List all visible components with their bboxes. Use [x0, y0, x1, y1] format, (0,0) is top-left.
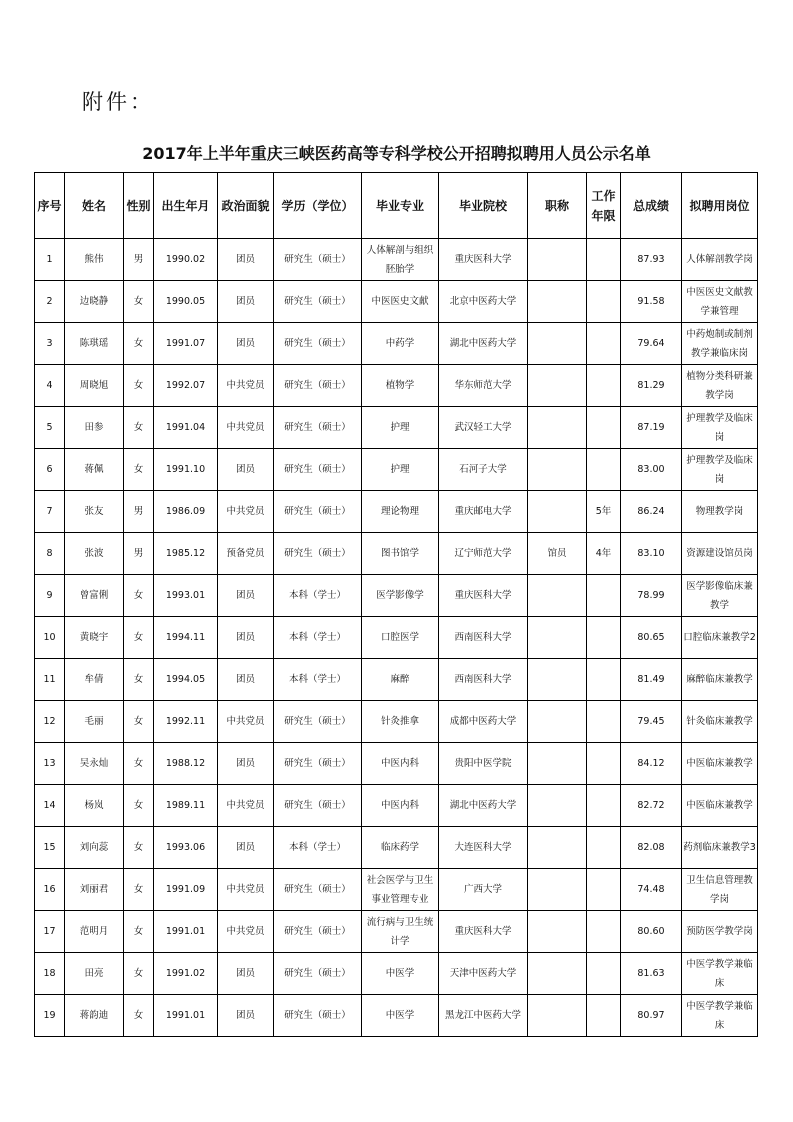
cell-education: 研究生（硕士） [274, 743, 362, 785]
cell-gender: 女 [124, 365, 154, 407]
cell-major: 中医学 [362, 953, 439, 995]
table-row [35, 701, 758, 743]
candidate-table [34, 172, 758, 1037]
cell-gender: 女 [124, 407, 154, 449]
cell-position: 药剂临床兼教学3 [682, 827, 758, 869]
cell-birth: 1989.11 [154, 785, 218, 827]
cell-name: 陈琪瑶 [65, 323, 124, 365]
cell-name: 田参 [65, 407, 124, 449]
header-index: 序号 [35, 173, 65, 239]
cell-major: 中医内科 [362, 743, 439, 785]
header-gender: 性别 [124, 173, 154, 239]
cell-gender: 女 [124, 659, 154, 701]
cell-gender: 女 [124, 911, 154, 953]
cell-position: 中药炮制或制剂教学兼临床岗 [682, 323, 758, 365]
cell-gender: 男 [124, 533, 154, 575]
table-row [35, 449, 758, 491]
cell-political-status: 预备党员 [218, 533, 274, 575]
cell-birth: 1993.06 [154, 827, 218, 869]
cell-work-years [587, 281, 621, 323]
cell-major: 口腔医学 [362, 617, 439, 659]
cell-school: 重庆邮电大学 [439, 491, 528, 533]
cell-work-years [587, 239, 621, 281]
cell-title [528, 281, 587, 323]
cell-school: 大连医科大学 [439, 827, 528, 869]
table-row [35, 827, 758, 869]
cell-work-years [587, 659, 621, 701]
cell-political-status: 中共党员 [218, 911, 274, 953]
cell-major: 图书馆学 [362, 533, 439, 575]
header-title: 职称 [528, 173, 587, 239]
cell-title [528, 239, 587, 281]
cell-position: 口腔临床兼教学2 [682, 617, 758, 659]
cell-political-status: 中共党员 [218, 785, 274, 827]
cell-school: 西南医科大学 [439, 659, 528, 701]
cell-major: 医学影像学 [362, 575, 439, 617]
cell-major: 流行病与卫生统计学 [362, 911, 439, 953]
cell-index: 1 [35, 239, 65, 281]
cell-birth: 1991.04 [154, 407, 218, 449]
cell-major: 麻醉 [362, 659, 439, 701]
cell-index: 2 [35, 281, 65, 323]
cell-education: 研究生（硕士） [274, 365, 362, 407]
cell-political-status: 中共党员 [218, 869, 274, 911]
cell-index: 14 [35, 785, 65, 827]
cell-political-status: 团员 [218, 323, 274, 365]
cell-score: 87.19 [621, 407, 682, 449]
cell-school: 西南医科大学 [439, 617, 528, 659]
cell-political-status: 中共党员 [218, 407, 274, 449]
cell-political-status: 团员 [218, 617, 274, 659]
cell-education: 研究生（硕士） [274, 701, 362, 743]
cell-score: 80.65 [621, 617, 682, 659]
cell-birth: 1990.05 [154, 281, 218, 323]
cell-index: 5 [35, 407, 65, 449]
cell-name: 刘向蕊 [65, 827, 124, 869]
cell-index: 8 [35, 533, 65, 575]
cell-work-years [587, 953, 621, 995]
cell-position: 人体解剖教学岗 [682, 239, 758, 281]
cell-gender: 女 [124, 785, 154, 827]
cell-education: 研究生（硕士） [274, 239, 362, 281]
cell-title [528, 617, 587, 659]
cell-major: 中医医史文献 [362, 281, 439, 323]
cell-gender: 女 [124, 617, 154, 659]
cell-score: 81.29 [621, 365, 682, 407]
cell-school: 湖北中医药大学 [439, 785, 528, 827]
cell-major: 护理 [362, 449, 439, 491]
cell-birth: 1985.12 [154, 533, 218, 575]
cell-political-status: 团员 [218, 449, 274, 491]
cell-title [528, 911, 587, 953]
cell-education: 本科（学士） [274, 659, 362, 701]
cell-education: 研究生（硕士） [274, 323, 362, 365]
cell-education: 研究生（硕士） [274, 869, 362, 911]
cell-gender: 女 [124, 281, 154, 323]
cell-gender: 男 [124, 239, 154, 281]
cell-title [528, 365, 587, 407]
cell-birth: 1993.01 [154, 575, 218, 617]
table-row [35, 281, 758, 323]
cell-position: 物理教学岗 [682, 491, 758, 533]
cell-school: 重庆医科大学 [439, 911, 528, 953]
cell-school: 天津中医药大学 [439, 953, 528, 995]
cell-position: 中医医史文献教学兼管理 [682, 281, 758, 323]
cell-score: 82.72 [621, 785, 682, 827]
cell-score: 79.64 [621, 323, 682, 365]
cell-score: 80.97 [621, 995, 682, 1037]
cell-political-status: 中共党员 [218, 491, 274, 533]
cell-major: 临床药学 [362, 827, 439, 869]
cell-education: 研究生（硕士） [274, 911, 362, 953]
cell-education: 研究生（硕士） [274, 785, 362, 827]
cell-major: 中医学 [362, 995, 439, 1037]
cell-position: 针灸临床兼教学 [682, 701, 758, 743]
cell-education: 本科（学士） [274, 827, 362, 869]
cell-name: 曾富俐 [65, 575, 124, 617]
cell-name: 牟倩 [65, 659, 124, 701]
header-school: 毕业院校 [439, 173, 528, 239]
cell-school: 湖北中医药大学 [439, 323, 528, 365]
cell-work-years [587, 827, 621, 869]
cell-title [528, 743, 587, 785]
cell-political-status: 中共党员 [218, 365, 274, 407]
cell-position: 预防医学教学岗 [682, 911, 758, 953]
cell-school: 贵阳中医学院 [439, 743, 528, 785]
cell-birth: 1994.05 [154, 659, 218, 701]
cell-school: 广西大学 [439, 869, 528, 911]
cell-school: 石河子大学 [439, 449, 528, 491]
cell-gender: 女 [124, 701, 154, 743]
cell-political-status: 团员 [218, 239, 274, 281]
cell-work-years [587, 701, 621, 743]
cell-index: 3 [35, 323, 65, 365]
cell-major: 针灸推拿 [362, 701, 439, 743]
cell-work-years [587, 911, 621, 953]
cell-index: 16 [35, 869, 65, 911]
cell-work-years [587, 575, 621, 617]
table-row [35, 239, 758, 281]
header-birth: 出生年月 [154, 173, 218, 239]
cell-political-status: 团员 [218, 827, 274, 869]
table-row [35, 323, 758, 365]
cell-index: 9 [35, 575, 65, 617]
cell-index: 19 [35, 995, 65, 1037]
cell-gender: 女 [124, 869, 154, 911]
header-score: 总成绩 [621, 173, 682, 239]
cell-position: 中医学教学兼临床 [682, 953, 758, 995]
cell-political-status: 团员 [218, 743, 274, 785]
cell-major: 理论物理 [362, 491, 439, 533]
cell-title [528, 407, 587, 449]
cell-birth: 1991.10 [154, 449, 218, 491]
cell-education: 研究生（硕士） [274, 533, 362, 575]
table-row [35, 575, 758, 617]
cell-gender: 女 [124, 953, 154, 995]
cell-score: 81.63 [621, 953, 682, 995]
cell-major: 中药学 [362, 323, 439, 365]
cell-political-status: 团员 [218, 659, 274, 701]
cell-gender: 女 [124, 449, 154, 491]
cell-birth: 1992.07 [154, 365, 218, 407]
cell-gender: 女 [124, 827, 154, 869]
cell-name: 张波 [65, 533, 124, 575]
cell-score: 91.58 [621, 281, 682, 323]
cell-education: 研究生（硕士） [274, 953, 362, 995]
cell-work-years [587, 323, 621, 365]
document-title: 2017年上半年重庆三峡医药高等专科学校公开招聘拟聘用人员公示名单 [142, 144, 651, 163]
cell-education: 研究生（硕士） [274, 449, 362, 491]
cell-index: 13 [35, 743, 65, 785]
cell-work-years [587, 449, 621, 491]
cell-birth: 1991.01 [154, 911, 218, 953]
header-name: 姓名 [65, 173, 124, 239]
header-position: 拟聘用岗位 [682, 173, 758, 239]
cell-index: 6 [35, 449, 65, 491]
cell-score: 83.00 [621, 449, 682, 491]
cell-political-status: 团员 [218, 995, 274, 1037]
cell-title [528, 869, 587, 911]
cell-political-status: 团员 [218, 953, 274, 995]
table-row [35, 785, 758, 827]
table-row [35, 617, 758, 659]
header-education: 学历（学位） [274, 173, 362, 239]
cell-birth: 1991.01 [154, 995, 218, 1037]
cell-political-status: 团员 [218, 575, 274, 617]
cell-school: 北京中医药大学 [439, 281, 528, 323]
cell-birth: 1986.09 [154, 491, 218, 533]
cell-education: 本科（学士） [274, 617, 362, 659]
header-major: 毕业专业 [362, 173, 439, 239]
cell-name: 范明月 [65, 911, 124, 953]
cell-score: 83.10 [621, 533, 682, 575]
table-row [35, 365, 758, 407]
cell-title [528, 491, 587, 533]
table-row [35, 743, 758, 785]
table-header [35, 173, 758, 239]
cell-work-years [587, 617, 621, 659]
cell-position: 中医临床兼教学 [682, 743, 758, 785]
cell-score: 78.99 [621, 575, 682, 617]
cell-school: 重庆医科大学 [439, 239, 528, 281]
cell-title [528, 575, 587, 617]
cell-name: 边晓静 [65, 281, 124, 323]
cell-political-status: 中共党员 [218, 701, 274, 743]
cell-position: 中医临床兼教学 [682, 785, 758, 827]
cell-school: 华东师范大学 [439, 365, 528, 407]
cell-school: 重庆医科大学 [439, 575, 528, 617]
cell-name: 黄晓宇 [65, 617, 124, 659]
cell-major: 社会医学与卫生事业管理专业 [362, 869, 439, 911]
cell-index: 4 [35, 365, 65, 407]
cell-education: 研究生（硕士） [274, 995, 362, 1037]
cell-work-years [587, 785, 621, 827]
cell-major: 护理 [362, 407, 439, 449]
cell-index: 15 [35, 827, 65, 869]
cell-index: 12 [35, 701, 65, 743]
cell-gender: 女 [124, 575, 154, 617]
cell-name: 蒋韵迪 [65, 995, 124, 1037]
cell-score: 81.49 [621, 659, 682, 701]
cell-score: 82.08 [621, 827, 682, 869]
cell-school: 辽宁师范大学 [439, 533, 528, 575]
cell-position: 医学影像临床兼教学 [682, 575, 758, 617]
cell-gender: 女 [124, 995, 154, 1037]
cell-title [528, 323, 587, 365]
cell-name: 蒋佩 [65, 449, 124, 491]
cell-index: 18 [35, 953, 65, 995]
cell-name: 毛丽 [65, 701, 124, 743]
cell-position: 卫生信息管理教学岗 [682, 869, 758, 911]
cell-education: 本科（学士） [274, 575, 362, 617]
cell-position: 植物分类科研兼教学岗 [682, 365, 758, 407]
cell-title [528, 827, 587, 869]
cell-gender: 男 [124, 491, 154, 533]
cell-political-status: 团员 [218, 281, 274, 323]
table-row [35, 911, 758, 953]
cell-work-years: 5年 [587, 491, 621, 533]
cell-birth: 1992.11 [154, 701, 218, 743]
cell-major: 中医内科 [362, 785, 439, 827]
cell-name: 周晓旭 [65, 365, 124, 407]
cell-position: 护理教学及临床岗 [682, 407, 758, 449]
table-row [35, 953, 758, 995]
table-row [35, 995, 758, 1037]
cell-birth: 1991.09 [154, 869, 218, 911]
cell-score: 84.12 [621, 743, 682, 785]
cell-title [528, 449, 587, 491]
cell-index: 10 [35, 617, 65, 659]
cell-score: 80.60 [621, 911, 682, 953]
cell-school: 黑龙江中医药大学 [439, 995, 528, 1037]
cell-work-years [587, 365, 621, 407]
cell-birth: 1990.02 [154, 239, 218, 281]
cell-name: 杨岚 [65, 785, 124, 827]
cell-birth: 1988.12 [154, 743, 218, 785]
cell-index: 17 [35, 911, 65, 953]
cell-title [528, 953, 587, 995]
cell-title [528, 995, 587, 1037]
cell-major: 人体解剖与组织胚胎学 [362, 239, 439, 281]
table-row [35, 533, 758, 575]
cell-position: 护理教学及临床岗 [682, 449, 758, 491]
cell-school: 成都中医药大学 [439, 701, 528, 743]
cell-title [528, 701, 587, 743]
cell-score: 86.24 [621, 491, 682, 533]
cell-score: 87.93 [621, 239, 682, 281]
cell-title: 馆员 [528, 533, 587, 575]
cell-index: 7 [35, 491, 65, 533]
cell-birth: 1991.07 [154, 323, 218, 365]
cell-school: 武汉轻工大学 [439, 407, 528, 449]
cell-birth: 1994.11 [154, 617, 218, 659]
cell-work-years: 4年 [587, 533, 621, 575]
table-row [35, 491, 758, 533]
cell-position: 麻醉临床兼教学 [682, 659, 758, 701]
cell-education: 研究生（硕士） [274, 407, 362, 449]
cell-name: 刘丽君 [65, 869, 124, 911]
cell-position: 中医学教学兼临床 [682, 995, 758, 1037]
cell-score: 74.48 [621, 869, 682, 911]
header-row [35, 173, 758, 239]
cell-score: 79.45 [621, 701, 682, 743]
header-political-status: 政治面貌 [218, 173, 274, 239]
cell-education: 研究生（硕士） [274, 491, 362, 533]
table-row [35, 869, 758, 911]
cell-birth: 1991.02 [154, 953, 218, 995]
cell-work-years [587, 995, 621, 1037]
attachment-label: 附件： [82, 90, 154, 114]
cell-major: 植物学 [362, 365, 439, 407]
cell-name: 熊伟 [65, 239, 124, 281]
cell-work-years [587, 869, 621, 911]
cell-gender: 女 [124, 743, 154, 785]
table-body [35, 239, 758, 1037]
cell-position: 资源建设馆员岗 [682, 533, 758, 575]
cell-name: 张友 [65, 491, 124, 533]
cell-gender: 女 [124, 323, 154, 365]
cell-title [528, 785, 587, 827]
table-row [35, 407, 758, 449]
table-row [35, 659, 758, 701]
cell-index: 11 [35, 659, 65, 701]
cell-name: 吴永灿 [65, 743, 124, 785]
header-work-years: 工作年限 [587, 173, 621, 239]
cell-work-years [587, 407, 621, 449]
cell-work-years [587, 743, 621, 785]
cell-education: 研究生（硕士） [274, 281, 362, 323]
cell-name: 田亮 [65, 953, 124, 995]
cell-title [528, 659, 587, 701]
